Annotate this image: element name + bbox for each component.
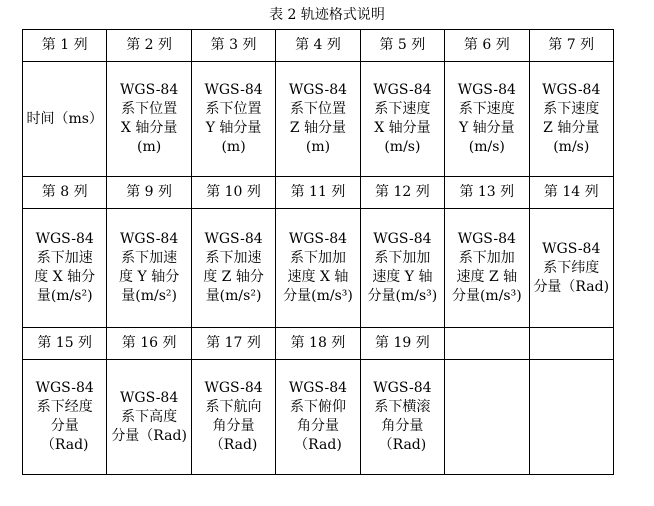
table-caption: 表 2 轨迹格式说明	[269, 7, 385, 23]
header-row	[23, 30, 614, 62]
column-header: 第 11 列	[276, 177, 360, 209]
column-header: 第 9 列	[107, 177, 191, 209]
column-description: WGS-84 系下位置 X 轴分量 (m)	[107, 62, 191, 177]
column-header: 第 3 列	[191, 30, 275, 62]
column-description: WGS-84 系下航向 角分量 （Rad)	[191, 360, 275, 475]
column-header: 第 15 列	[23, 328, 107, 360]
description-row	[23, 62, 614, 177]
column-header: 第 1 列	[23, 30, 107, 62]
column-header: 第 10 列	[191, 177, 275, 209]
header-row	[23, 328, 614, 360]
column-header: 第 13 列	[445, 177, 529, 209]
column-header: 第 6 列	[445, 30, 529, 62]
column-header: 第 16 列	[107, 328, 191, 360]
column-description: WGS-84 系下加速 度 X 轴分 量(m/s²)	[23, 209, 107, 328]
column-header: 第 5 列	[360, 30, 444, 62]
header-row	[23, 177, 614, 209]
column-header: 第 4 列	[276, 30, 360, 62]
column-description: WGS-84 系下加速 度 Y 轴分 量(m/s²)	[107, 209, 191, 328]
description-row	[23, 360, 614, 475]
empty-cell	[445, 328, 529, 360]
empty-cell	[445, 360, 529, 475]
empty-cell	[529, 360, 613, 475]
column-header: 第 7 列	[529, 30, 613, 62]
column-description: WGS-84 系下速度 Y 轴分量 (m/s)	[445, 62, 529, 177]
description-row	[23, 209, 614, 328]
column-description: WGS-84 系下位置 Z 轴分量 (m)	[276, 62, 360, 177]
column-description: WGS-84 系下加加 速度 Y 轴 分量(m/s³)	[360, 209, 444, 328]
column-description: WGS-84 系下位置 Y 轴分量 (m)	[191, 62, 275, 177]
column-header: 第 17 列	[191, 328, 275, 360]
column-description: 时间（ms）	[23, 62, 107, 177]
column-description: WGS-84 系下纬度 分量（Rad)	[529, 209, 613, 328]
column-header: 第 18 列	[276, 328, 360, 360]
empty-cell	[529, 328, 613, 360]
column-description: WGS-84 系下加速 度 Z 轴分 量(m/s²)	[191, 209, 275, 328]
column-description: WGS-84 系下加加 速度 Z 轴 分量(m/s³)	[445, 209, 529, 328]
trajectory-format-table	[22, 29, 614, 475]
column-description: WGS-84 系下横滚 角分量 （Rad)	[360, 360, 444, 475]
column-description: WGS-84 系下速度 Z 轴分量 (m/s)	[529, 62, 613, 177]
column-description: WGS-84 系下俯仰 角分量 （Rad)	[276, 360, 360, 475]
column-header: 第 2 列	[107, 30, 191, 62]
column-header: 第 14 列	[529, 177, 613, 209]
column-description: WGS-84 系下经度 分量 （Rad)	[23, 360, 107, 475]
column-header: 第 19 列	[360, 328, 444, 360]
column-description: WGS-84 系下高度 分量（Rad)	[107, 360, 191, 475]
column-description: WGS-84 系下速度 X 轴分量 (m/s)	[360, 62, 444, 177]
column-header: 第 12 列	[360, 177, 444, 209]
column-description: WGS-84 系下加加 速度 X 轴 分量(m/s³)	[276, 209, 360, 328]
column-header: 第 8 列	[23, 177, 107, 209]
